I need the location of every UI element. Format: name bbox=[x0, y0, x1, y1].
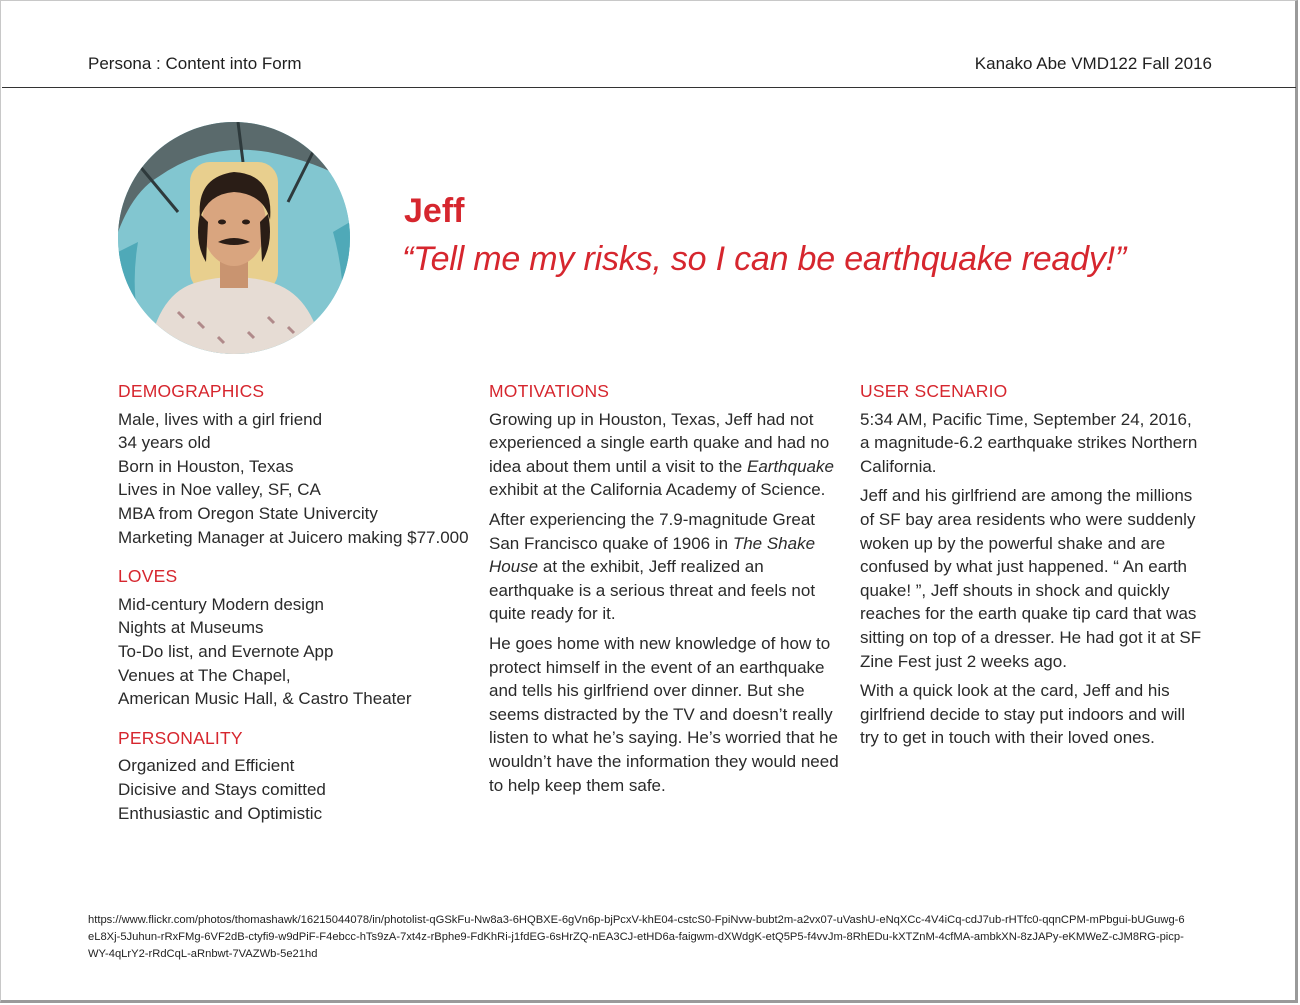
profile-column bbox=[118, 380, 478, 825]
scenario-paragraph: 5:34 AM, Pacific Time, September 24, 2016, a magnitude-6.2 earthquake strikes Northern California. bbox=[860, 409, 1198, 476]
demographics-item: Marketing Manager at Juicero making $77.000 bbox=[118, 527, 469, 547]
motivations-column bbox=[489, 380, 844, 803]
scenario-column bbox=[860, 380, 1205, 756]
motivations-paragraph: He goes home with new knowledge of how to protect himself in the event of an earthquake and tells his girlfriend over dinner. But she seems distracted by the TV and doesn’t really listen to what he’s saying. He’s worried that he wouldn’t have the information they would need to help keep them safe. bbox=[489, 633, 839, 795]
loves-item: Venues at The Chapel, bbox=[118, 665, 291, 685]
portrait-photo-icon bbox=[118, 122, 350, 354]
persona-name: Jeff bbox=[404, 192, 465, 230]
persona-quote: “Tell me my risks, so I can be earthquake ready!” bbox=[402, 240, 1127, 278]
header-title: Persona : Content into Form bbox=[88, 54, 302, 73]
personality-item: Organized and Efficient bbox=[118, 756, 295, 776]
demographics-item: Male, lives with a girl friend bbox=[118, 409, 323, 429]
page-header bbox=[88, 54, 1212, 74]
scenario-paragraph: With a quick look at the card, Jeff and his girlfriend decide to stay put indoors and will try to get in touch with their loved ones. bbox=[860, 681, 1186, 748]
demographics-item: 34 years old bbox=[118, 433, 211, 453]
demographics-item: Lives in Noe valley, SF, CA bbox=[118, 480, 321, 500]
user-scenario-heading: USER SCENARIO bbox=[860, 381, 1008, 401]
personality-heading: PERSONALITY bbox=[118, 727, 243, 748]
motivations-heading: MOTIVATIONS bbox=[489, 381, 610, 401]
header-divider bbox=[2, 87, 1296, 88]
loves-item: To-Do list, and Evernote App bbox=[118, 641, 334, 661]
persona-photo bbox=[118, 122, 350, 354]
loves-heading: LOVES bbox=[118, 566, 178, 587]
motivations-paragraph: After experiencing the 7.9-magnitude Great San Francisco quake of 1906 in The Shake House at the exhibit, Jeff realized an earthquake is a serious threat and feels not quite ready for it. bbox=[489, 509, 816, 624]
loves-item: American Music Hall, & Castro Theater bbox=[118, 689, 412, 709]
motivations-paragraph: Growing up in Houston, Texas, Jeff had not experienced a single earth quake and had no idea about them until a visit to the Earthquake exhibit at the California Academy of Science. bbox=[489, 409, 834, 500]
demographics-item: MBA from Oregon State Univercity bbox=[118, 503, 378, 523]
personality-item: Enthusiastic and Optimistic bbox=[118, 803, 323, 823]
header-author: Kanako Abe VMD122 Fall 2016 bbox=[974, 54, 1212, 73]
photo-source-url: https://www.flickr.com/photos/thomashawk/16215044078/in/photolist-qGSkFu-Nw8a3-6HQBXE-6gVn6p-bjPcxV-khE04-cstcS0-FpiNvw-bubt2m-a2vx07-uVashU-eNqXCc-4V4iCq-cdJ7ub-rHTfc0-qqnCPM-mPbgui-bUGuwg-6eL8Xj-5Juhun-rRxFMg-6VF2dB-ctyfi9-w9dPiF-F4ebcc-hTs9zA-7xt4z-rBphe9-FdKhRi-j1fdEG-6sHrZQ-nEA3CJ-etHD6a-faigwm-dXWdgK-etQ5P5-f4vvJm-8RhEDu-kXTZnM-4cfMA-ambkXN-8zJAPy-eKMWeZ-cJM8RG-picp-WY-4qLrY2-rRdCqL-aRnbwt-7VAZWb-5e21hd bbox=[88, 914, 1185, 960]
loves-item: Nights at Museums bbox=[118, 618, 264, 638]
scenario-paragraph: Jeff and his girlfriend are among the millions of SF bay area residents who were suddenly woken up by the powerful shake and are confused by what just happened. “ An earth quake! ”, Jeff shouts in shock and quickly reaches for the earth quake tip card that was sitting on top of a dresser. He had got it at SF Zine Fest just 2 weeks ago. bbox=[860, 486, 1202, 671]
demographics-heading: DEMOGRAPHICS bbox=[118, 381, 265, 401]
personality-item: Dicisive and Stays comitted bbox=[118, 779, 326, 799]
demographics-item: Born in Houston, Texas bbox=[118, 456, 294, 476]
loves-item: Mid-century Modern design bbox=[118, 594, 324, 614]
